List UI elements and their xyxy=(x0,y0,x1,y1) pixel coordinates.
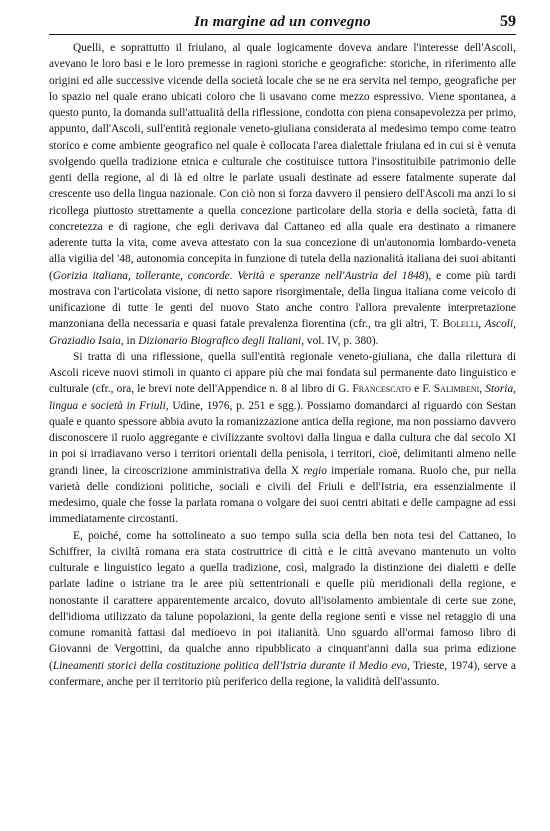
italic-text: regio xyxy=(303,464,327,477)
italic-text: Ascoli, Graziadio Isaia xyxy=(49,318,516,347)
paragraph xyxy=(49,40,516,349)
text-run: ), e come più tardi mostrava con l'articolata visione, di netto sapore risorgimentale, della lingua italiana come veicolo di unificazione di tutte le genti del nuovo Stato anche contro l'allora prevalente interpretazione manzoniana della necessaria e quasi fatale prevalenza fiorentina (cfr., tra gli altri, T. xyxy=(49,269,517,331)
text-run: e F. xyxy=(411,383,434,396)
text-run: , Udine, 1976, p. 251 e sgg.). Possiamo domandarci al riguardo con Sestan quale e quanto spessore abbia avuto la romanizzazione antica della regione, ma non possiamo davvero disconoscere il ruolo aggregante e civilizzante svoltovi dalla lingua e dalla cultura che dal secolo XI in poi si irradiavano verso i territori orientali della penisola, i territori, cioè, delimitanti almeno nelle grandi linee, la circoscrizione amministrativa della X xyxy=(49,399,517,477)
italic-text: Storia, lingua e società in Friuli xyxy=(49,383,516,412)
text-run: , xyxy=(478,318,485,331)
text-run: E, poiché, come ha sottolineato a suo tempo sulla scia della ben nota tesi del Cattaneo, lo Schiffrer, la civiltà romana era stata costruttrice di città e le città avevano mantenuto un volto culturale e linguistico legato a quella tradizione, così, malgrado la distinzione dei dialetti e delle parlate ladine o istriane tra le aree più settentrionali e quelle più meridionali della regione, e nonostante il carattere apparentemente arcaico, dovuto all'isolamento ambientale di certe sue zone, dell'idioma utilizzato da talune popolazioni, la gente della regione sentì e visse nel retaggio di una comune romanità fattasi dal medioevo in poi italianità. Uno sguardo all'ormai famoso libro di Giovanni de Vergottini, da qualche anno ripubblicato a cinquant'anni dalla sua prima edizione ( xyxy=(49,529,516,672)
italic-text: Gorizia italiana, tollerante, concorde. Verità e speranze nell'Austria del 1848 xyxy=(52,269,425,282)
text-run: , vol. IV, p. 380). xyxy=(301,334,379,347)
page-number: 59 xyxy=(500,13,516,30)
text-run: , xyxy=(479,383,486,396)
paragraph xyxy=(49,349,516,528)
text-run: Quelli, e soprattutto il friulano, al quale logicamente doveva andare l'interesse dell'Ascoli, avevano le loro basi e le loro premesse in ragioni storiche e geografiche: storiche, in riferimento alle origini ed alle successive vicende della società locale che se ne era servita nel tempo, geografiche per lo spazio nel quale erano ubicati coloro che li usavano come mezzo espressivo. Viene spontanea, a questo punto, la domanda sull'attualità della riflessione, condotta con piena consapevolezza per primo, appunto, dall'Ascoli, sull'entità regionale veneto-giuliana considerata al medesimo tempo come teatro storico e come ambiente geografico nel quale è collocata l'area dialettale friulana ed in cui si è venuta svolgendo quella tradizione etnica e culturale che costituisce tuttora l'insostituibile patrimonio delle genti della regione, al di là ed oltre le parlate usuali destinate ad essere fatalmente superate dal crescente uso della lingua nazionale. Con ciò non si forza davvero il pensiero dell'Ascoli ma anzi lo si ricollega piuttosto strettamente a quella concezione particolare della storia e della società, fatta di concretezza e di ragione, che egli derivava dal Cattaneo ed alla quale era destinato a rimanere aderente tutta la vita, come aveva attestato con la sua concezione di un'autonomia lombardo-veneta alla vigilia del '48, autonomia concepita in funzione di tutela della nazionalità italiana dei suoi abitanti ( xyxy=(49,42,516,282)
text-run: Si tratta di una riflessione, quella sull'entità regionale veneto-giuliana, che dalla rilettura di Ascoli riceve nuovi stimoli in quanto ci appare più che mai fondata sul permanente dato linguistico e culturale (cfr., ora, le brevi note dell'Appendice n. 8 al libro di G. xyxy=(49,350,516,396)
text-run: , Trieste, 1974), serve a confermare, anche per il territorio più periferico della regione, la validità dell'assunto. xyxy=(49,659,516,688)
running-header xyxy=(49,12,516,35)
text-run: , in xyxy=(120,334,139,347)
author-name: Francescato xyxy=(352,383,412,396)
italic-text: Lineamenti storici della costituzione politica dell'Istria durante il Medio evo xyxy=(52,659,407,672)
author-name: Salimbeni xyxy=(433,383,480,396)
italic-text: Dizionario Biografico degli Italiani xyxy=(138,334,302,347)
running-title: In margine ad un convegno xyxy=(194,14,371,30)
body-text xyxy=(49,40,516,690)
paragraph xyxy=(49,528,516,691)
author-name: Bolelli xyxy=(442,318,479,331)
text-run: imperiale romana. Ruolo che, pur nella varietà delle condizioni politiche, sociali e civili del Friuli e dell'Istria, era essenzialmente il medesimo, quale che fosse la parlata romana o volgare dei suoi centri abitati e delle campagne ad essi immediatamente circostanti. xyxy=(49,464,517,526)
